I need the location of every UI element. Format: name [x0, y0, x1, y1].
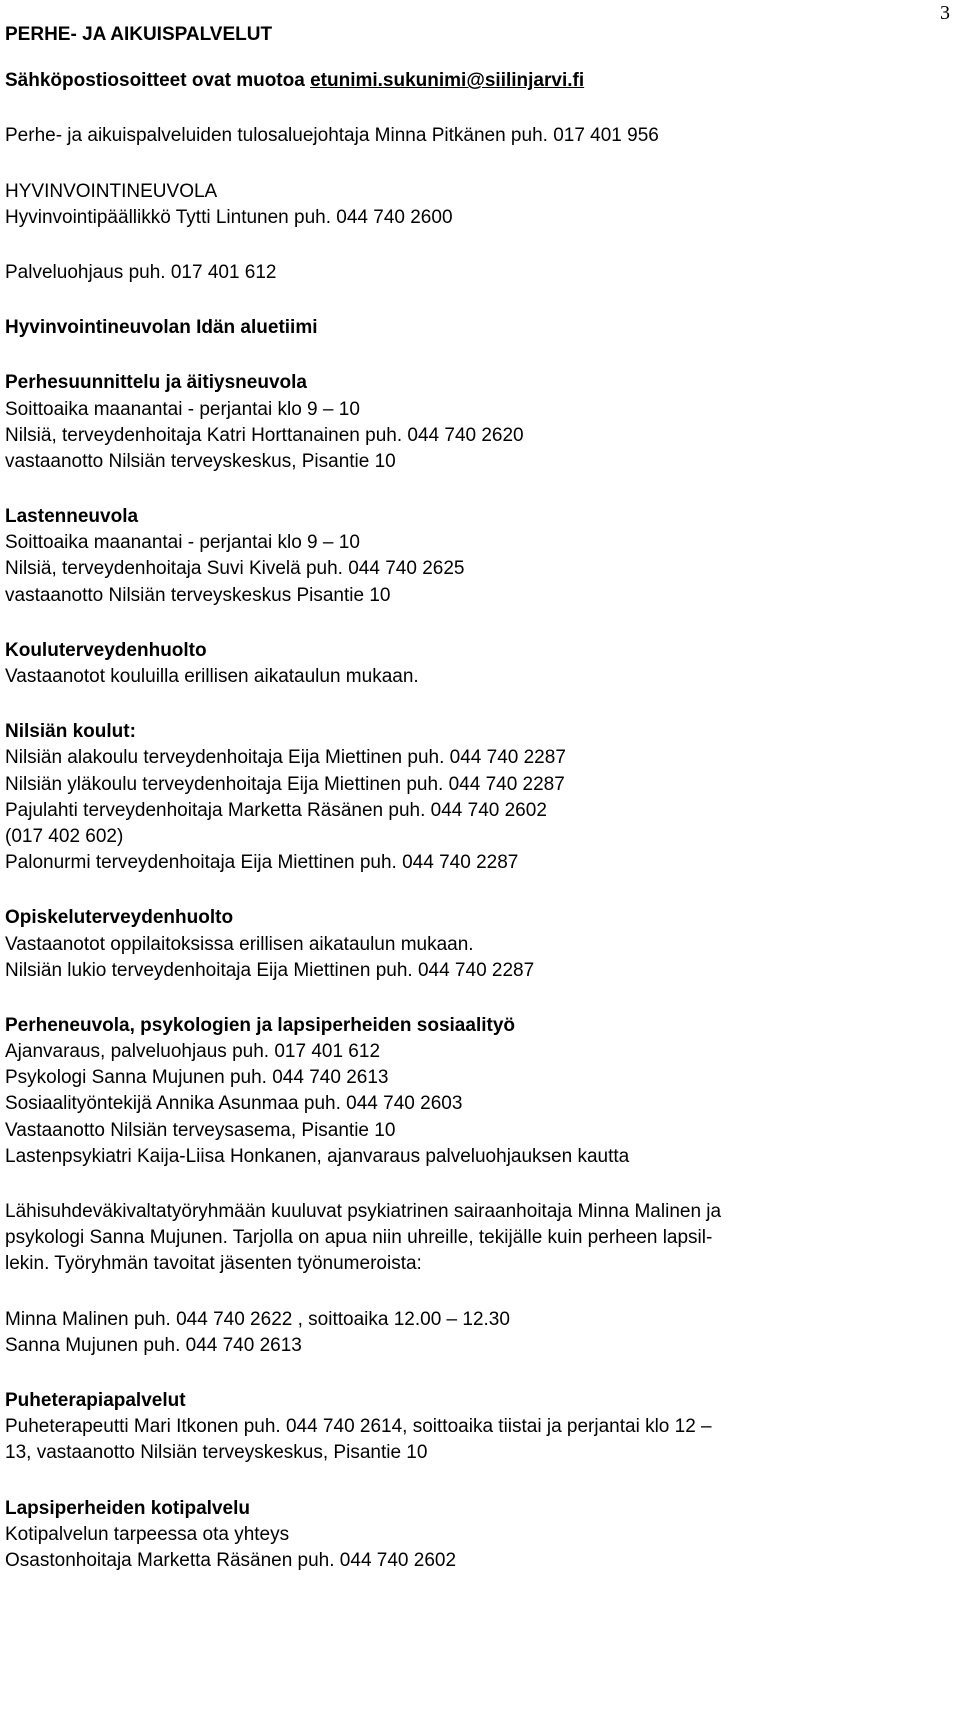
hyvinvointineuvola-heading: HYVINVOINTINEUVOLA: [5, 180, 218, 202]
text-line: Psykologi Sanna Mujunen puh. 044 740 2613: [5, 1067, 389, 1089]
email-note: [5, 68, 953, 94]
text-line: Kotipalvelun tarpeessa ota yhteys: [5, 1523, 290, 1545]
email-note-text: Sähköpostiosoitteet ovat muotoa: [5, 70, 311, 92]
speech-therapy-heading: Puheterapiapalvelut: [5, 1389, 186, 1411]
text-line: psykologi Sanna Mujunen. Tarjolla on apua niin uhreille, tekijälle kuin perheen lapsil-: [5, 1227, 713, 1249]
text-line: Nilsiän lukio terveydenhoitaja Eija Miettinen puh. 044 740 2287: [5, 959, 535, 981]
text-line: Sosiaalityöntekijä Annika Asunmaa puh. 044 740 2603: [5, 1093, 463, 1115]
document-body: [5, 22, 953, 1574]
text-line: Ajanvaraus, palveluohjaus puh. 017 401 612: [5, 1041, 381, 1063]
text-line: Nilsiä, terveydenhoitaja Suvi Kivelä puh. 044 740 2625: [5, 558, 465, 580]
schools-heading: Nilsiän koulut:: [5, 721, 136, 743]
text-line: Nilsiä, terveydenhoitaja Katri Horttanainen puh. 044 740 2620: [5, 424, 524, 446]
text-line: Osastonhoitaja Marketta Räsänen puh. 044 740 2602: [5, 1549, 457, 1571]
director-line: Perhe- ja aikuispalveluiden tulosaluejohtaja Minna Pitkänen puh. 017 401 956: [5, 125, 659, 147]
text-line: vastaanotto Nilsiän terveyskeskus Pisantie 10: [5, 584, 391, 606]
school-health-heading: Kouluterveydenhuolto: [5, 639, 207, 661]
contact-line: Minna Malinen puh. 044 740 2622 , soittoaika 12.00 – 12.30: [5, 1308, 510, 1330]
text-line: vastaanotto Nilsiän terveyskeskus, Pisantie 10: [5, 450, 396, 472]
text-line: (017 402 602): [5, 825, 124, 847]
text-line: Vastaanotot oppilaitoksissa erillisen aikataulun mukaan.: [5, 933, 474, 955]
text-line: Puheterapeutti Mari Itkonen puh. 044 740 2614, soittoaika tiistai ja perjantai klo 12 –: [5, 1416, 712, 1438]
child-clinic-heading: Lastenneuvola: [5, 506, 139, 528]
page-title: PERHE- JA AIKUISPALVELUT: [5, 24, 273, 45]
text-line: Vastaanotto Nilsiän terveysasema, Pisantie 10: [5, 1119, 396, 1141]
email-format-link[interactable]: etunimi.sukunimi@siilinjarvi.fi: [310, 70, 585, 92]
text-line: Pajulahti terveydenhoitaja Marketta Räsänen puh. 044 740 2602: [5, 799, 547, 821]
contact-line: Sanna Mujunen puh. 044 740 2613: [5, 1334, 302, 1356]
text-line: Lastenpsykiatri Kaija-Liisa Honkanen, ajanvaraus palveluohjauksen kautta: [5, 1145, 630, 1167]
text-line: Palonurmi terveydenhoitaja Eija Miettinen puh. 044 740 2287: [5, 852, 519, 874]
text-line: Nilsiän yläkoulu terveydenhoitaja Eija Miettinen puh. 044 740 2287: [5, 773, 565, 795]
chief-line: Hyvinvointipäällikkö Tytti Lintunen puh. 044 740 2600: [5, 206, 453, 228]
text-line: Nilsiän alakoulu terveydenhoitaja Eija Miettinen puh. 044 740 2287: [5, 747, 566, 769]
student-health-heading: Opiskeluterveydenhuolto: [5, 907, 234, 929]
page-number: 3: [940, 2, 950, 24]
text-line: Lähisuhdeväkivaltatyöryhmään kuuluvat psykiatrinen sairaanhoitaja Minna Malinen ja: [5, 1201, 722, 1222]
text-line: Soittoaika maanantai - perjantai klo 9 – 10: [5, 532, 360, 554]
family-counseling-heading: Perheneuvola, psykologien ja lapsiperheiden sosiaalityö: [5, 1014, 516, 1036]
text-line: 13, vastaanotto Nilsiän terveyskeskus, Pisantie 10: [5, 1442, 428, 1464]
text-line: Soittoaika maanantai - perjantai klo 9 – 10: [5, 398, 360, 420]
team-heading: Hyvinvointineuvolan Idän aluetiimi: [5, 317, 318, 339]
home-service-heading: Lapsiperheiden kotipalvelu: [5, 1497, 250, 1519]
text-line: Vastaanotot kouluilla erillisen aikataulun mukaan.: [5, 666, 419, 687]
family-planning-heading: Perhesuunnittelu ja äitiysneuvola: [5, 372, 307, 394]
text-line: lekin. Työryhmän tavoitat jäsenten työnumeroista:: [5, 1253, 422, 1275]
service-line: Palveluohjaus puh. 017 401 612: [5, 261, 277, 283]
